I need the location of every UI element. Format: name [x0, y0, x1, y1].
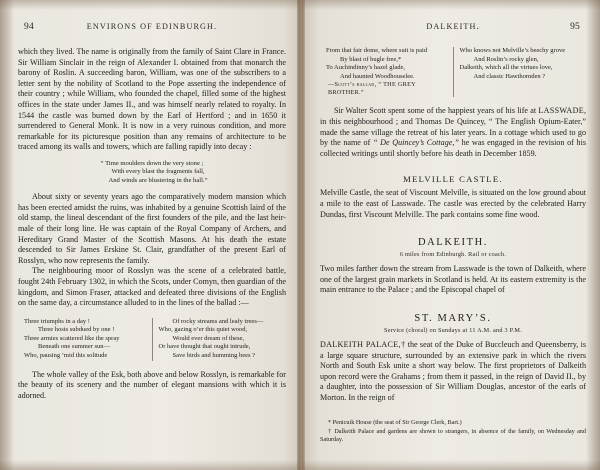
- ballad-column-2: [153, 318, 287, 361]
- ballad-line: Three hosts subdued by one !: [38, 326, 115, 334]
- ballad-line: Who, gazing o’er this quiet wood,: [158, 326, 248, 334]
- de-quinceys-cottage-italic: “ De Quincey’s Cottage,”: [372, 138, 459, 148]
- left-running-title: ENVIRONS OF EDINBURGH.: [86, 22, 218, 31]
- verse-column-2: [454, 47, 587, 97]
- verse-line: With every blast the fragments fall,: [111, 168, 205, 176]
- st-marys-service-note: Service (choral) on Sundays at 11 A.M. and 3 P.M.: [384, 326, 522, 334]
- left-folio-number: 94: [24, 22, 34, 32]
- right-page: [302, 0, 600, 470]
- ballad-column-1: [18, 318, 153, 361]
- verse-line: By blast of bugle free,*: [340, 55, 402, 63]
- ballad-line: Would ever dream of these,: [172, 334, 244, 342]
- verse-line: Who knows not Melville’s beechy grove: [459, 47, 566, 54]
- ballad-line: Three armies scattered like the spray: [24, 334, 120, 342]
- verse-line: Dalkeith, which all the virtues love,: [459, 64, 553, 72]
- footnote-rule: [322, 416, 408, 417]
- dalkeith-palace-text: † the seat of the Duke of Buccleuch and Queensberry, is a large square structure, surrounded by an extensive park in which the rivers North and South Esk unite a short way below. The first proprietors of Dalkeith upon record were the Grahams ; from them it passed, in the reign of David II., by a daughter, into the possession of Sir William Douglas, ancestor of the earls of Morton. In the reign of: [320, 339, 586, 402]
- right-page-footnotes: [320, 413, 586, 444]
- heading-dalkeith: DALKEITH.: [417, 237, 489, 249]
- lasswade-smallcaps: LASSWADE: [538, 106, 584, 116]
- footnote-asterisk: * Penicuik House (the seat of Sir George Clerk, Bart.): [328, 419, 462, 427]
- right-paragraph-scott: [320, 106, 586, 159]
- verse-line: And Roslin’s rocky glen,: [473, 55, 539, 63]
- verse-line: To Auchindinny’s hazel glade,: [326, 64, 405, 72]
- heading-melville-castle: MELVILLE CASTLE.: [403, 174, 503, 185]
- right-running-title: DALKEITH.: [426, 22, 480, 31]
- right-running-head: [320, 22, 586, 38]
- dalkeith-palace-smallcaps: DALKEITH PALACE,: [320, 339, 401, 349]
- verse-line: And classic Hawthornden ?: [473, 72, 546, 80]
- left-running-head: [18, 22, 286, 38]
- verse-attribution: —Scott’s ballad, “ THE GREY BROTHER.”: [328, 81, 416, 97]
- left-ballad-two-columns: [18, 318, 286, 361]
- ballad-line: Beneath one summer sun—: [38, 343, 111, 351]
- right-folio-number: 95: [570, 22, 580, 32]
- ballad-line: Of rocky streams and leafy trees—: [172, 317, 264, 325]
- heading-st-marys: ST. MARY’S.: [414, 312, 492, 324]
- dalkeith-palace-paragraph: [320, 340, 586, 404]
- scott-text-c: he was engaged in the revision of his collected writings until shortly before his death in December 1859.: [320, 138, 586, 158]
- left-paragraph-2: About sixty or seventy years ago the comparatively modern mansion which has been erected amidst the ruins, was inhabited by a genuine Scottish laird of the old stamp, the lineal descendant of the first founders of the pile, and the last heir-male of their long line. He was captain of the Royal Company of Archers, and Hereditary Grand Master of the Scottish Masons. At his death the estate descended to Sir James Erskine St. Clair, grandfather of the present Earl of Rosslyn, who now represents the family.: [18, 192, 286, 265]
- right-verse-two-columns: [320, 47, 586, 97]
- dalkeith-travel-note: 6 miles from Edinburgh. Rail or coach.: [399, 251, 507, 259]
- scott-text-b: , in this neighbourhood ; and Thomas De Quincey, “ The English Opium-Eater,” made the same village the retreat of his later years. In a cottage which used to go by the name of: [320, 106, 586, 148]
- verse-line: And winds are blustering in the hall.”: [108, 176, 208, 184]
- ballad-line: Three triumphs in a day !: [24, 317, 90, 325]
- verse-column-1: [320, 47, 454, 97]
- scott-text-a: Sir Walter Scott spent some of the happiest years of his life at: [334, 106, 539, 116]
- left-paragraph-1: which they lived. The name is originally from the family of Saint Clare in France. Sir William Sinclair in the reign of Alexander I. obtained from that monarch the barony of Roslin. A succeeding baron, William, was one of the subscribers to a letter sent by the nobility of Scotland to the Pope asserting the independence of their country ; while William, who founded the chapel, filled some of the highest offices in the state under James II., and was himself nearly related to royalty. In 1544 the castle was burned down by the Earl of Hertford ; and in 1650 it surrendered to General Monk. It is now in a very ruinous condition, and more remarkable for its picturesque position than any remains of architecture to be traced among its walls and towers, which are falling rapidly into decay :: [18, 47, 286, 152]
- ballad-line: Or have thought that ought intrude,: [158, 343, 251, 351]
- ballad-line: Who, pausing ’mid this solitude: [24, 352, 108, 360]
- footnote-dagger: † Dalkeith Palace and gardens are shown to strangers, in absence of the family, on Wednesday and Saturday.: [320, 427, 586, 443]
- melville-castle-paragraph: Melville Castle, the seat of Viscount Melville, is situated on the low ground about a mile to the east of Lasswade. The castle was erected by the celebrated Harry Dundas, first Viscount Melville. The park contains some fine wood.: [320, 188, 586, 219]
- ballad-line: Save birds and humming bees ?: [172, 352, 255, 360]
- verse-line: And haunted Woodhouselee.: [340, 72, 415, 80]
- left-paragraph-4: The whole valley of the Esk, both above and below Rosslyn, is remarkable for the beauty of its scenery and the number of elegant mansions with which it is adorned.: [18, 369, 286, 400]
- dalkeith-paragraph: Two miles farther down the stream from Lasswade is the town of Dalkeith, where one of the largest grain markets in Scotland is held. At its eastern extremity is the main entrance to the Palace ; and the Episcopal chapel of: [320, 264, 586, 295]
- verse-line: “ Time moulders down the very stone ;: [100, 159, 204, 167]
- verse-line: From that fair dome, where suit is paid: [326, 47, 428, 54]
- left-verse-roslin: [18, 160, 286, 185]
- left-paragraph-3: The neighbouring moor of Rosslyn was the scene of a celebrated battle, fought 24th February 1302, in which the Scots, under Comyn, then guardian of the kingdom, and Simon Fraser, attacked and defeated three divisions of the English on the same day, a circumstance alluded to in the lines of the ballad :—: [18, 266, 286, 308]
